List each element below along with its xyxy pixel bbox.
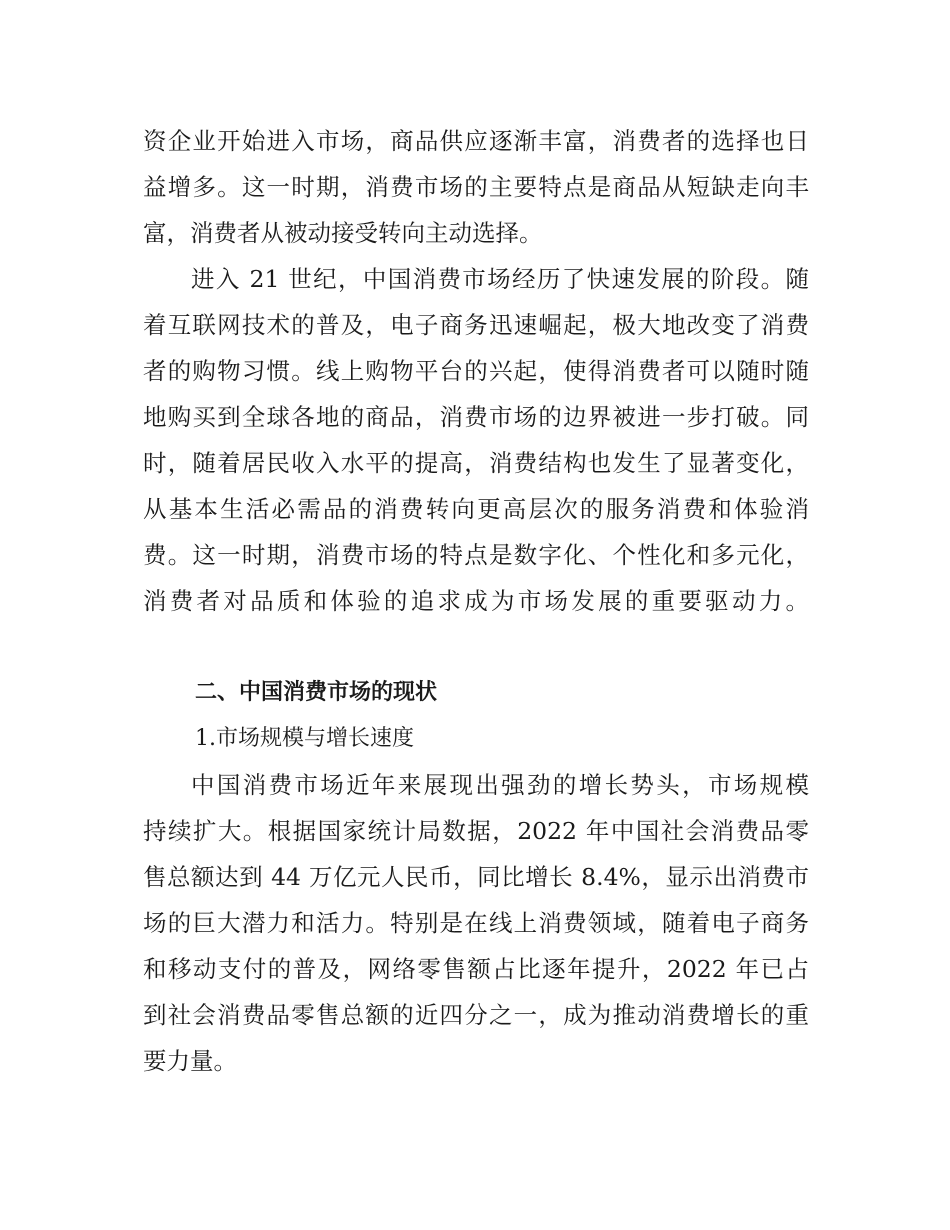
paragraph-line: 要力量。 xyxy=(143,1047,237,1075)
document-page xyxy=(143,118,809,1084)
paragraph-line: 费。这一时期，消费市场的特点是数字化、个性化和多元化， xyxy=(143,541,809,569)
paragraph-line: 场的巨大潜力和活力。特别是在线上消费领域，随着电子商务 xyxy=(143,909,809,937)
paragraph-line: 中国消费市场近年来展现出强劲的增长势头，市场规模 xyxy=(191,771,809,799)
paragraph-line: 富，消费者从被动接受转向主动选择。 xyxy=(143,219,543,247)
paragraph-line: 持续扩大。根据国家统计局数据，2022 年中国社会消费品零 xyxy=(143,817,809,845)
paragraph-line: 和移动支付的普及，网络零售额占比逐年提升，2022 年已占 xyxy=(143,955,809,983)
paragraph-line: 时，随着居民收入水平的提高，消费结构也发生了显著变化， xyxy=(143,449,809,477)
paragraph-line: 进入 21 世纪，中国消费市场经历了快速发展的阶段。随 xyxy=(191,265,809,293)
section-heading: 二、中国消费市场的现状 xyxy=(195,680,438,705)
paragraph-line: 售总额达到 44 万亿元人民币，同比增长 8.4%，显示出消费市 xyxy=(143,863,809,891)
paragraph-line xyxy=(143,624,809,670)
paragraph-line: 到社会消费品零售总额的近四分之一，成为推动消费增长的重 xyxy=(143,1001,809,1029)
paragraph-line: 从基本生活必需品的消费转向更高层次的服务消费和体验消 xyxy=(143,495,809,523)
paragraph-line: 资企业开始进入市场，商品供应逐渐丰富，消费者的选择也日 xyxy=(143,127,809,155)
paragraph-foreign-enterprises xyxy=(143,118,809,256)
paragraph-line: 益增多。这一时期，消费市场的主要特点是商品从短缺走向丰 xyxy=(143,173,809,201)
paragraph-line: 着互联网技术的普及，电子商务迅速崛起，极大地改变了消费 xyxy=(143,311,809,339)
paragraph-line: 者的购物习惯。线上购物平台的兴起，使得消费者可以随时随 xyxy=(143,357,809,385)
subsection-heading: 1.市场规模与增长速度 xyxy=(195,726,414,751)
paragraph-line: 消费者对品质和体验的追求成为市场发展的重要驱动力。 xyxy=(143,587,809,615)
paragraph-line: 地购买到全球各地的商品，消费市场的边界被进一步打破。同 xyxy=(143,403,809,431)
paragraph-market-scale xyxy=(143,762,809,1084)
paragraph-21st-century xyxy=(143,256,809,670)
